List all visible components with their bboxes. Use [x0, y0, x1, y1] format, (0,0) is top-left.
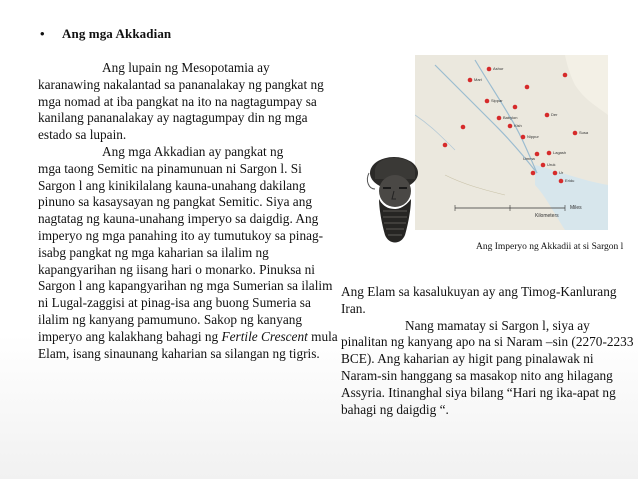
- right-text-block: [341, 284, 637, 418]
- map-marker-extra-3: [443, 143, 448, 148]
- right-paragraph-2-body: pinalitan ng kanyang apo na si Naram –sin (2270-2233 BCE). Ang kaharian ay higit pang pinalawak ni Naram-sin hanggang sa masakop nito ang hilagang Assyria. Itinanghal siya bilang “Hari ng ika-apat ng bahagi ng daigdig “.: [341, 334, 634, 417]
- left-paragraph-2-body: [38, 161, 338, 363]
- map-graphic: [415, 55, 608, 230]
- map-scale-km: Kilometers: [535, 213, 559, 219]
- map-label-babylon: Babylon: [503, 115, 518, 120]
- map-scale-miles: Miles: [570, 205, 582, 211]
- map-label-mari: Mari: [474, 77, 482, 82]
- map-label-nippur: Nippur: [527, 134, 539, 139]
- left-paragraph-2-lead: Ang mga Akkadian ay pangkat ng: [102, 143, 284, 159]
- map-marker-mari: [468, 78, 473, 83]
- left-paragraph-2-tail: mula Elam, isang sinaunang kaharian sa silangan ng tigris.: [38, 328, 338, 361]
- akkadian-empire-map: [415, 55, 608, 230]
- map-label-eridu: Eridu: [565, 178, 575, 183]
- map-label-lagash: Lagash: [553, 150, 567, 155]
- map-marker-kish: [508, 124, 513, 129]
- map-marker-ur: [553, 171, 558, 176]
- map-caption: Ang Imperyo ng Akkadii at si Sargon l: [476, 242, 624, 252]
- map-label-sippar: Sippar: [491, 98, 503, 103]
- map-label-ashur: Ashur: [493, 66, 504, 71]
- map-marker-sippar: [485, 99, 490, 104]
- map-marker-babylon: [497, 116, 502, 121]
- bullet-icon: •: [40, 26, 45, 41]
- sargon-head-icon: [361, 155, 429, 251]
- right-paragraph-1: Ang Elam sa kasalukuyan ay ang Timog-Kanlurang Iran.: [341, 284, 617, 316]
- map-marker-susa: [573, 131, 578, 136]
- map-marker-der: [545, 113, 550, 118]
- heading-title: Ang mga Akkadian: [62, 26, 172, 41]
- left-paragraph-1-body: karanawing nakalantad sa pananalakay ng pangkat ng mga nomad at iba pangkat na ito na nagtagumpay sa kanilang pananalakay ay nagtagumpay din ng mga estado sa lupain.: [38, 76, 324, 143]
- left-text-block: [38, 60, 338, 362]
- map-label-umma: Umma: [523, 156, 535, 161]
- map-marker-extra-2: [525, 85, 530, 90]
- map-marker-extra-5: [513, 105, 518, 110]
- map-marker-extra-4: [461, 125, 466, 130]
- map-marker-extra-1: [563, 73, 568, 78]
- map-marker-eridu: [559, 179, 564, 184]
- fertile-crescent-term: Fertile Crescent: [221, 328, 308, 344]
- map-marker-extra-6: [531, 171, 536, 176]
- left-paragraph-1-lead: Ang lupain ng Mesopotamia ay: [102, 60, 270, 75]
- map-marker-uruk: [541, 163, 546, 168]
- map-label-susa: Susa: [579, 130, 589, 135]
- slide-heading: [40, 26, 171, 42]
- left-paragraph-2-text: mga taong Semitic na pinamunuan ni Sargon l. Si Sargon l ang kinikilalang kauna-unahang dakilang pinuno sa kasaysayan ng pangkat Semitic. Siya ang nagtatag ng kauna-unahang imperyo sa daigdig. Ang imperyo ng mga panahing ito ay tumutukoy sa pinag-isabg pangkat ng mga kaharian sa ilalim ng kapangyarihan ng iisang hari o monarko. Pinuksa ni Sargon l ang kapangyarihan ng mga Sumerian sa ilalim ni Lugal-zaggisi at pinag-isa ang buong Sumeria sa ilalim ng kanyang pamumuno. Sakop ng kanyang imperyo ang kalakhang bahagi ng: [38, 160, 333, 344]
- map-label-ur: Ur: [559, 170, 564, 175]
- map-label-uruk: Uruk: [547, 162, 556, 167]
- map-marker-lagash: [547, 151, 552, 156]
- sargon-statue-image: [361, 155, 429, 251]
- map-marker-nippur: [521, 135, 526, 140]
- right-paragraph-2-lead: Nang mamatay si Sargon l, siya ay: [405, 317, 590, 333]
- map-label-der: Der: [551, 112, 558, 117]
- map-marker-ashur: [487, 67, 492, 72]
- map-marker-umma: [535, 152, 540, 157]
- map-label-kish: Kish: [514, 123, 522, 128]
